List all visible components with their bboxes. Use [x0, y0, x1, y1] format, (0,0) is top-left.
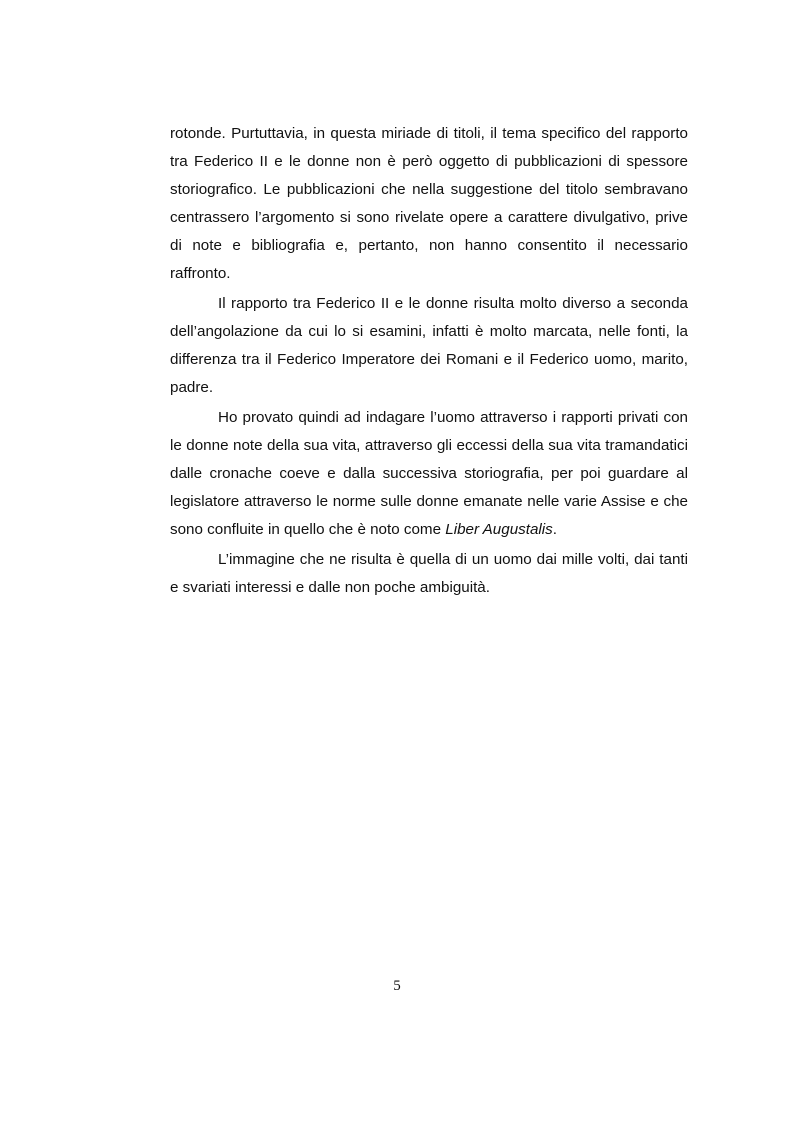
page-number: 5	[393, 978, 401, 994]
paragraph-3-italic-title: Liber Augustalis	[445, 521, 553, 538]
paragraph-1-text: rotonde. Purtuttavia, in questa miriade di titoli, il tema specifico del rapporto tra Federico II e le donne non è però oggetto di pubblicazioni di spessore storiografico. Le pubblicazioni che nella suggestione del titolo sembravano centrassero l’argomento si sono rivelate opere a carattere divulgativo, prive di note e bibliografia e, pertanto, non hanno consentito il necessario raffronto.	[170, 125, 688, 282]
paragraph-3-end: .	[552, 521, 557, 538]
paragraph-2	[170, 290, 688, 402]
paragraph-4-text: L’immagine che ne risulta è quella di un uomo dai mille volti, dai tanti e svariati interessi e dalle non poche ambiguità.	[170, 551, 688, 596]
paragraph-4	[170, 546, 688, 602]
paragraph-3-text: Ho provato quindi ad indagare l’uomo attraverso i rapporti privati con le donne note della sua vita, attraverso gli eccessi della sua vita tramandatici dalle cronache coeve e dalla successiva storiografia, per poi guardare al legislatore attraverso le norme sulle donne emanate nelle varie Assise e che sono confluite in quello che è noto come	[170, 409, 688, 538]
paragraph-2-text: Il rapporto tra Federico II e le donne risulta molto diverso a seconda dell’angolazione da cui lo si esamini, infatti è molto marcata, nelle fonti, la differenza tra il Federico Imperatore dei Romani e il Federico uomo, marito, padre.	[170, 295, 688, 396]
paragraph-1	[170, 120, 688, 288]
body-text	[170, 120, 688, 604]
paragraph-3	[170, 404, 688, 544]
